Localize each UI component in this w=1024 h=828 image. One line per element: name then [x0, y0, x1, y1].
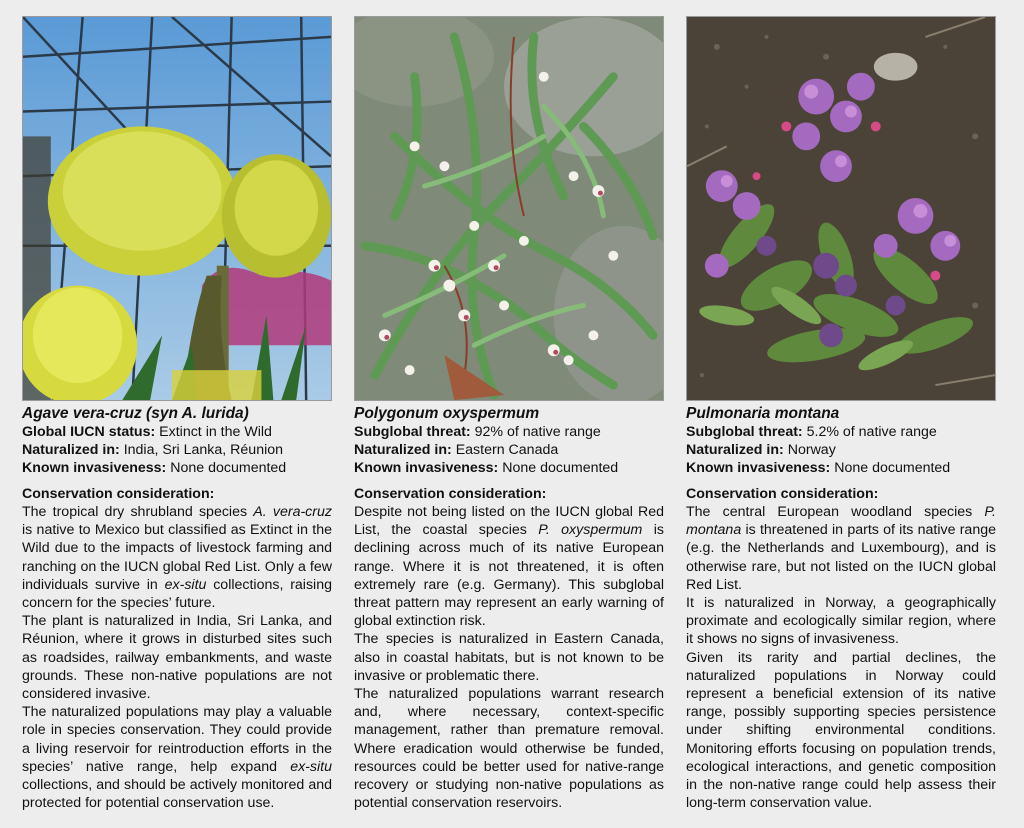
italic-term: P. oxyspermum	[538, 522, 643, 539]
species-column-agave	[22, 16, 332, 812]
naturalized-value: Eastern Canada	[455, 442, 559, 458]
species-column-polygonum	[354, 16, 664, 812]
status-label: Subglobal threat:	[354, 424, 471, 440]
conservation-heading: Conservation consideration:	[22, 486, 215, 502]
invasiveness-line	[686, 459, 996, 477]
naturalized-value: Norway	[787, 442, 836, 458]
invasiveness-label: Known invasiveness:	[354, 460, 499, 476]
italic-term: ex-situ	[164, 576, 207, 593]
naturalized-value: India, Sri Lanka, Réunion	[123, 442, 284, 458]
conservation-paragraph: It is naturalized in Norway, a geographically proximate and ecologically similar region, where it shows no signs of invasiveness.	[686, 595, 996, 648]
status-value: 5.2% of native range	[806, 424, 937, 440]
species-name: Agave vera-cruz (syn A. lurida)	[22, 405, 249, 422]
status-value: 92% of native range	[474, 424, 601, 440]
status-line	[22, 423, 332, 441]
status-label: Global IUCN status:	[22, 424, 156, 440]
conservation-paragraph: The central European woodland species P. montana is threatened in parts of its native range (e.g. the Netherlands and Luxembourg), and is otherwise rare, but not listed on the IUCN global Red List.	[686, 504, 996, 593]
conservation-paragraph: The naturalized populations may play a valuable role in species conservation. They could provide a living reservoir for reintroduction efforts in the species’ native range, help expand ex-situ collections, and should be actively monitored and protected for potential conservation use.	[22, 704, 332, 812]
species-name: Pulmonaria montana	[686, 405, 840, 422]
status-line	[686, 423, 996, 441]
naturalized-label: Naturalized in:	[686, 442, 784, 458]
agave-photo	[22, 16, 332, 401]
conservation-paragraph: Despite not being listed on the IUCN global Red List, the coastal species P. oxyspermum is declining across much of its native European range. Where it is not threatened, it is often extremely rare (e.g. Germany). This subglobal threat pattern may represent an early warning of global extinction risk.	[354, 504, 664, 630]
conservation-heading: Conservation consideration:	[354, 486, 547, 502]
naturalized-label: Naturalized in:	[22, 442, 120, 458]
invasiveness-label: Known invasiveness:	[686, 460, 831, 476]
conservation-paragraph: The species is naturalized in Eastern Canada, also in coastal habitats, but is not known to be invasive or problematic there.	[354, 631, 664, 684]
conservation-text	[22, 503, 332, 812]
conservation-heading: Conservation consideration:	[686, 486, 879, 502]
naturalized-label: Naturalized in:	[354, 442, 452, 458]
invasiveness-value: None documented	[834, 460, 951, 476]
naturalized-line	[354, 441, 664, 459]
naturalized-line	[22, 441, 332, 459]
italic-term: P. montana	[686, 504, 996, 539]
pulmonaria-photo	[686, 16, 996, 401]
status-value: Extinct in the Wild	[159, 424, 272, 440]
invasiveness-label: Known invasiveness:	[22, 460, 167, 476]
status-label: Subglobal threat:	[686, 424, 803, 440]
polygonum-photo	[354, 16, 664, 401]
conservation-text	[686, 503, 996, 812]
conservation-text	[354, 503, 664, 812]
invasiveness-value: None documented	[170, 460, 287, 476]
invasiveness-line	[22, 459, 332, 477]
status-line	[354, 423, 664, 441]
italic-term: A. vera-cruz	[253, 504, 332, 520]
italic-term: ex-situ	[290, 758, 332, 775]
invasiveness-value: None documented	[502, 460, 619, 476]
naturalized-line	[686, 441, 996, 459]
conservation-paragraph: The naturalized populations warrant research and, where necessary, context-specific management, rather than premature removal. Where eradication would otherwise be funded, resources could be better used for native-range recovery or studying non-native populations as potential conservation reservoirs.	[354, 686, 664, 812]
species-column-pulmonaria	[686, 16, 996, 812]
conservation-paragraph: The tropical dry shrubland species A. vera-cruz is native to Mexico but classified as Extinct in the Wild due to the impacts of livestock farming and ranching on the IUCN global Red List. Only a few individuals survive in ex-situ collections, raising concern for the species’ future.	[22, 504, 332, 612]
conservation-paragraph: Given its rarity and partial declines, the naturalized populations in Norway could represent a beneficial extension of its native range, possibly supporting species persistence under shifting environmental conditions. Monitoring efforts focusing on population trends, ecological interactions, and genetic composition in the non-native range could help assess their long-term conservation value.	[686, 649, 996, 812]
conservation-paragraph: The plant is naturalized in India, Sri Lanka, and Réunion, where it grows in disturbed sites such as roadsides, railway embankments, and waste grounds. These non-native populations are not considered invasive.	[22, 613, 332, 703]
species-name: Polygonum oxyspermum	[354, 405, 540, 422]
invasiveness-line	[354, 459, 664, 477]
